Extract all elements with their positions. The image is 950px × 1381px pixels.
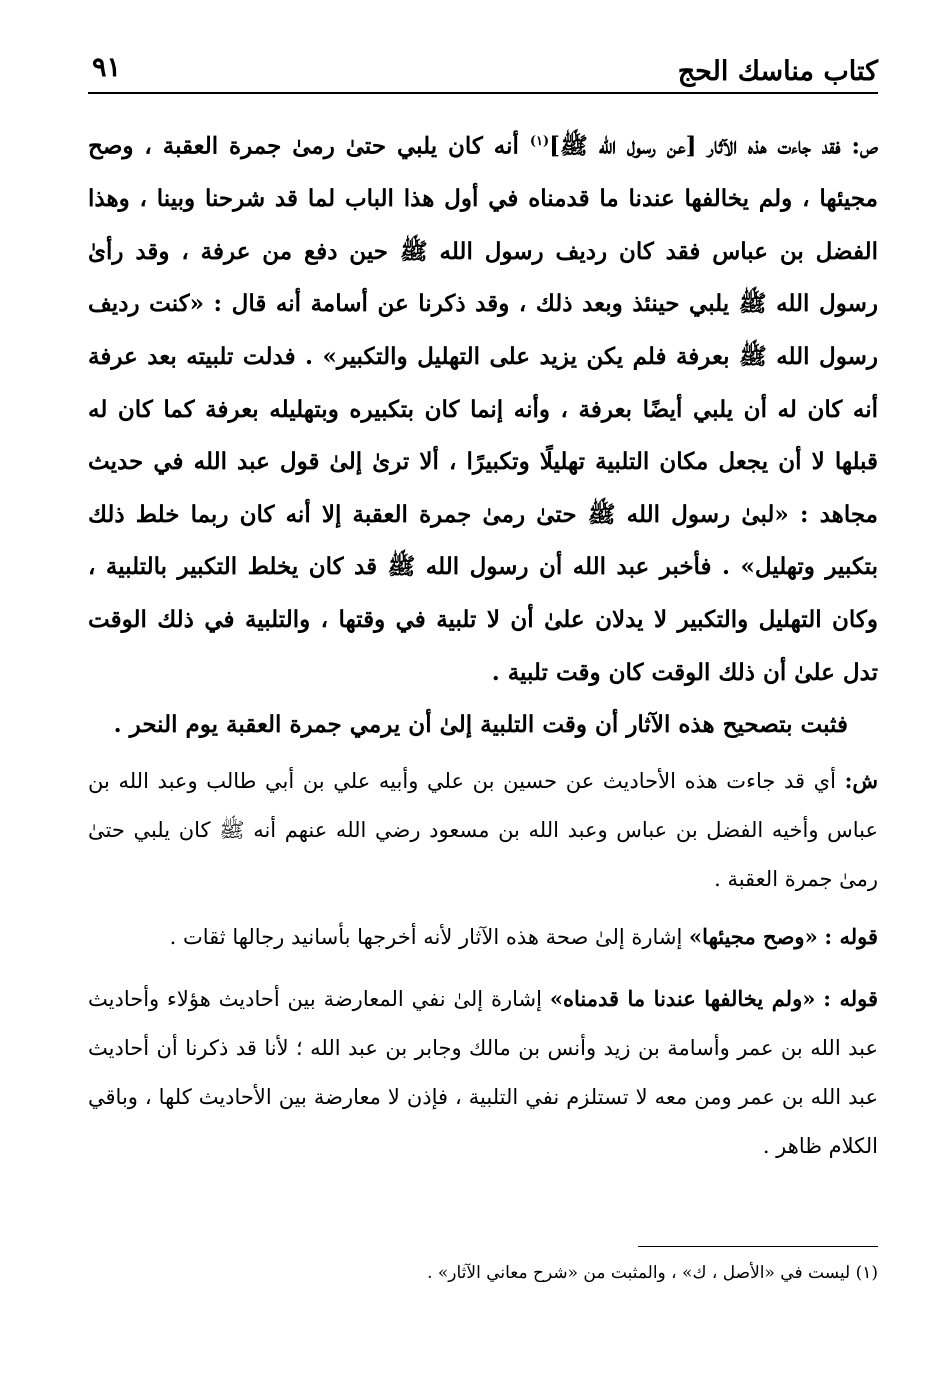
conclusion-paragraph: فثبت بتصحيح هذه الآثار أن وقت التلبية إلىٰ أن يرمي جمرة العقبة يوم النحر . — [113, 711, 848, 739]
page-content — [88, 116, 878, 1171]
footnote-divider — [638, 1246, 878, 1247]
book-page — [88, 50, 878, 1351]
commentary-label: قوله : — [824, 923, 878, 949]
running-header — [88, 50, 878, 94]
commentary-label: قوله : — [823, 985, 879, 1011]
page-number: ٩١ — [92, 52, 122, 83]
footnote-reference: (١) — [529, 134, 550, 149]
matn-paragraph — [88, 116, 878, 699]
commentary-label: ش: — [844, 767, 878, 793]
commentary-quote: «ولم يخالفها عندنا ما قدمناه» — [549, 985, 816, 1011]
commentary-text: أي قد جاءت هذه الأحاديث عن حسين بن علي وأبيه علي بن أبي طالب وعبد الله بن عباس وأخيه الفضل بن عباس وعبد الله بن مسعود رضي الله عنهم أنه ﷺ كان يلبي حتىٰ رمىٰ جمرة العقبة . — [88, 768, 878, 891]
footnote: (١) ليست في «الأصل ، ك» ، والمثبت من «شرح معاني الآثار» . — [427, 1263, 878, 1283]
matn-label: ص: — [851, 132, 878, 160]
matn-text-1: فقد جاءت هذه الآثار [عن رسول الله ﷺ] — [549, 132, 841, 160]
commentary-text: إشارة إلىٰ نفي المعارضة بين أحاديث هؤلاء وأحاديث عبد الله بن عمر وأسامة بن زيد وأنس بن مالك وجابر بن عبد الله ؛ لأنا قد ذكرنا أن أحاديث عبد الله بن عمر ومن معه لا تستلزم نفي التلبية ، فإذن لا معارضة بين الأحاديث كلها ، وباقي الكلام ظاهر . — [88, 986, 878, 1158]
commentary-paragraph-1 — [88, 756, 878, 904]
commentary-paragraph-3 — [88, 974, 878, 1171]
book-title: كتاب مناسك الحج — [677, 56, 878, 87]
commentary-quote: «وصح مجيئها» — [689, 923, 818, 949]
commentary-paragraph-2 — [88, 912, 878, 962]
matn-text-2: أنه كان يلبي حتىٰ رمىٰ جمرة العقبة ، وصح مجيئها ، ولم يخالفها عندنا ما قدمناه في أول هذا الباب لما قد شرحنا وبينا ، وهذا الفضل بن عباس فقد كان رديف رسول الله ﷺ حين دفع من عرفة ، وقد رأىٰ رسول الله ﷺ يلبي حينئذ وبعد ذلك ، وقد ذكرنا عن أسامة أنه قال : «كنت رديف رسول الله ﷺ بعرفة فلم يكن يزيد على التهليل والتكبير» . فدلت تلبيته بعد عرفة أنه كان له أن يلبي أيضًا بعرفة ، وأنه إنما كان بتكبيره وبتهليله بعرفة كما كان له قبلها لا أن يجعل مكان التلبية تهليلًا وتكبيرًا ، ألا ترىٰ إلىٰ قول عبد الله في حديث مجاهد : «لبىٰ رسول الله ﷺ حتىٰ رمىٰ جمرة العقبة إلا أنه كان ربما خلط ذلك بتكبير وتهليل» . فأخبر عبد الله أن رسول الله ﷺ قد كان يخلط التكبير بالتلبية ، وكان التهليل والتكبير لا يدلان علىٰ أن لا تلبية في وقتها ، والتلبية في ذلك الوقت تدل علىٰ أن ذلك الوقت كان وقت تلبية . — [88, 132, 878, 686]
commentary-text: إشارة إلىٰ صحة هذه الآثار لأنه أخرجها بأسانيد رجالها ثقات . — [169, 924, 683, 949]
